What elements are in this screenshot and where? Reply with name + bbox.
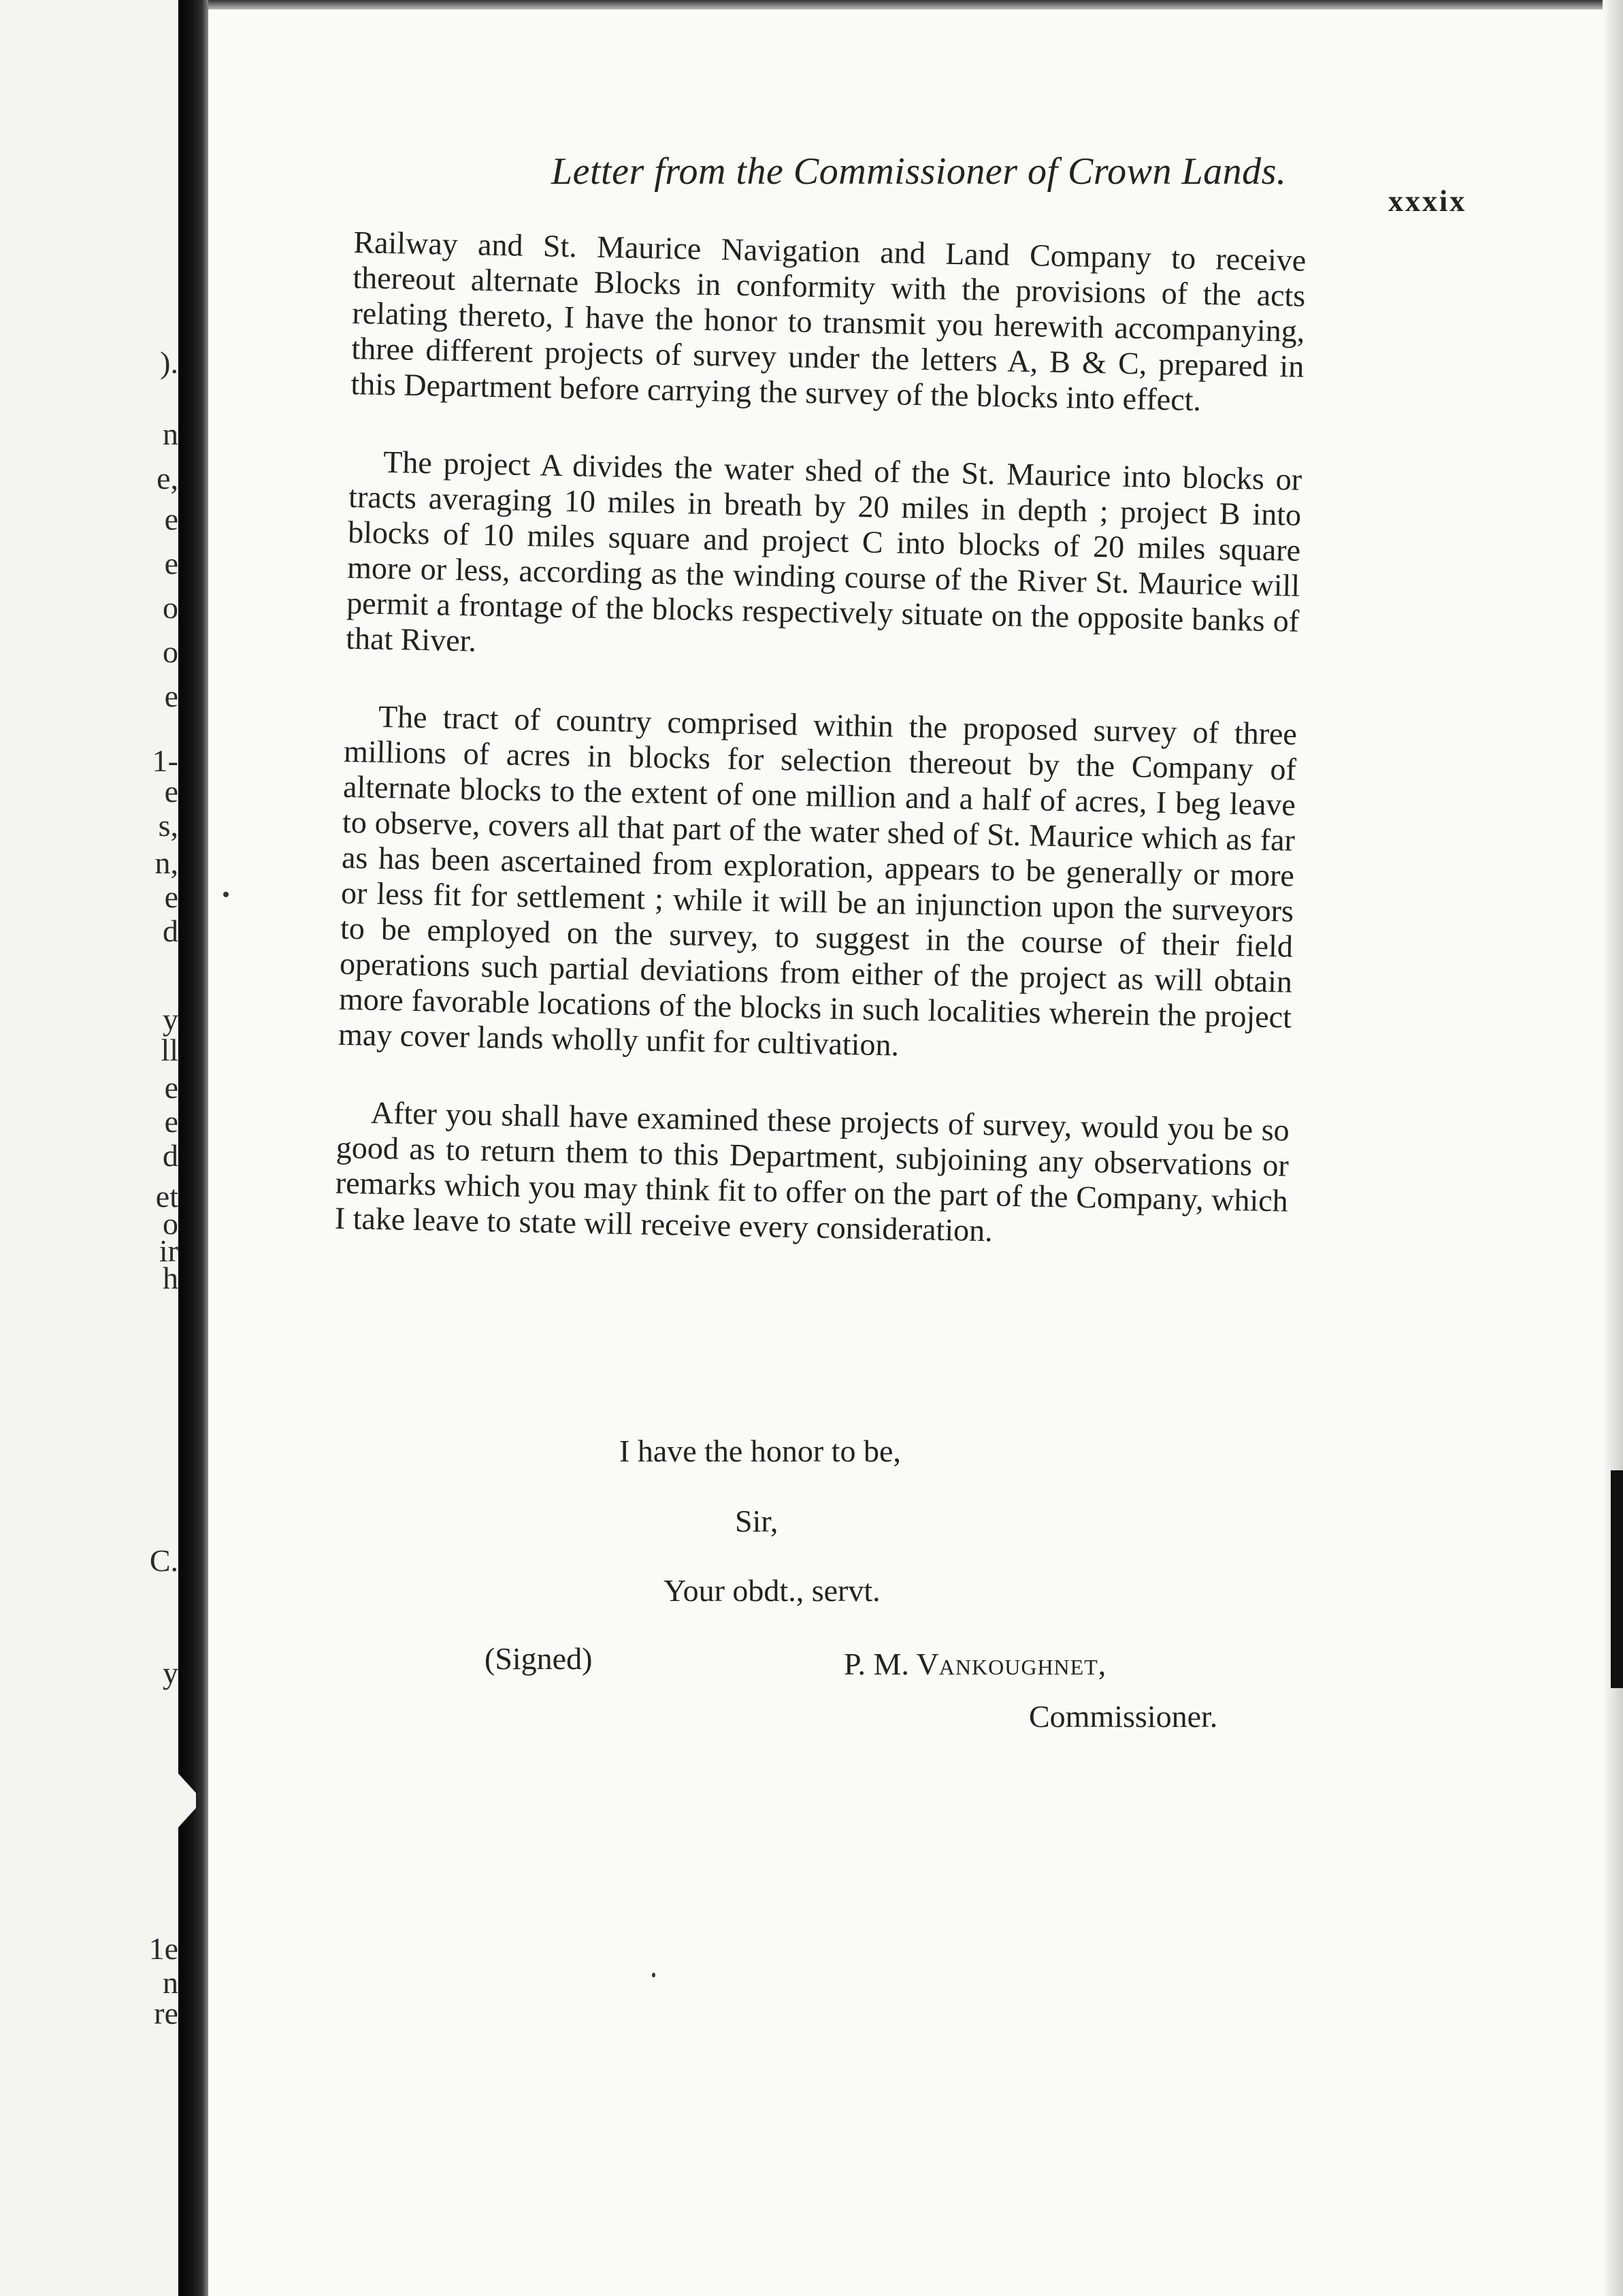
left-page-fragment: n xyxy=(163,417,178,451)
left-page-fragment: e xyxy=(164,879,178,914)
left-page-fragment: o xyxy=(163,1206,178,1241)
left-page-fragment: ir xyxy=(159,1233,178,1268)
left-page-fragment: e xyxy=(164,546,178,581)
left-page-fragment: e xyxy=(164,679,178,713)
signer-name xyxy=(844,1646,1106,1682)
left-page-fragment: e xyxy=(164,1104,178,1139)
signer-surname: ankoughnet, xyxy=(938,1647,1107,1681)
left-facing-page xyxy=(0,0,178,2296)
left-page-fragment: re xyxy=(154,1996,178,2031)
page-right-edge xyxy=(1603,0,1623,2296)
page-number: xxxix xyxy=(1388,184,1467,218)
signer-initials: P. M. V xyxy=(844,1647,939,1681)
left-page-fragment: ll xyxy=(161,1033,178,1067)
ink-speck xyxy=(223,892,229,897)
left-page-fragment: e xyxy=(164,1070,178,1105)
left-page-fragment: 1e xyxy=(148,1931,178,1966)
left-page-fragment: d xyxy=(163,1138,178,1173)
left-page-fragment: ). xyxy=(160,345,178,380)
paragraph: The tract of country comprised within the proposed survey of three millions of acres in blocks for selection thereout by the Company of alternate blocks to the extent of one million and a half of acres, I beg leave to observe, covers all that part of the water shed of St. Maurice which as far as has been ascertained from exploration, appears to be generally or more or less fit for settlement ; while it will be an injunction upon the surveyors to be employed on the survey, to suggest in the course of their field operations such partial deviations from either of the project as will obtain more favorable locations of the blocks in such localities wherein the project may cover lands wholly unfit for cultivation. xyxy=(338,698,1298,1063)
left-page-fragment: et xyxy=(155,1179,178,1214)
closing-servant: Your obdt., servt. xyxy=(663,1573,881,1608)
left-page-fragment: o xyxy=(163,590,178,625)
left-page-fragment: 1- xyxy=(152,743,178,778)
signed-label: (Signed) xyxy=(485,1641,593,1676)
left-page-fragment: h xyxy=(163,1261,178,1295)
left-page-fragment: C. xyxy=(149,1543,178,1578)
paragraph: Railway and St. Maurice Navigation and Land Company to receive thereout alternate Blocks in conformity with the provisions of the acts relating thereto, I have the honor to transmit you herewith accompanying, three different projects of survey under the letters A, B & C, prepared in this Department before carrying the survey of the blocks into effect. xyxy=(350,225,1307,417)
page-top-shadow xyxy=(208,0,1623,10)
left-page-fragment: o xyxy=(163,634,178,669)
page-edge-tab xyxy=(1611,1470,1623,1688)
signer-title: Commissioner. xyxy=(1029,1699,1218,1734)
paragraph: The project A divides the water shed of the St. Maurice into blocks or tracts averaging 10 miles in breath by 20 miles in depth ; project B into blocks of 10 miles square and project C into blocks of 20 miles square more or less, according as the winding course of the River St. Maurice will permit a frontage of the blocks respectively situate on the opposite banks of that River. xyxy=(345,444,1302,658)
paragraph: After you shall have examined these projects of survey, would you be so good as to return them to this Department, subjoining any observations or remarks which you may think fit to offer on the part of the Company, which I take leave to state will receive every consideration. xyxy=(334,1095,1290,1248)
left-page-fragment: n, xyxy=(154,845,178,880)
left-page-fragment: d xyxy=(163,913,178,948)
closing-sir: Sir, xyxy=(735,1504,778,1538)
book-gutter xyxy=(178,0,208,2296)
left-page-fragment: e xyxy=(164,774,178,809)
left-page-fragment: e xyxy=(164,502,178,536)
left-page-fragment: y xyxy=(163,1002,178,1037)
left-page-fragment: s, xyxy=(158,808,178,843)
left-page-fragment: e, xyxy=(157,461,178,496)
left-page-fragment: y xyxy=(163,1655,178,1690)
letter-body xyxy=(333,225,1306,1297)
closing-salutation: I have the honor to be, xyxy=(619,1434,901,1468)
left-page-fragment: n xyxy=(163,1965,178,2000)
ink-speck xyxy=(652,1973,655,1977)
running-head-title: Letter from the Commissioner of Crown Lands. xyxy=(551,150,1287,193)
